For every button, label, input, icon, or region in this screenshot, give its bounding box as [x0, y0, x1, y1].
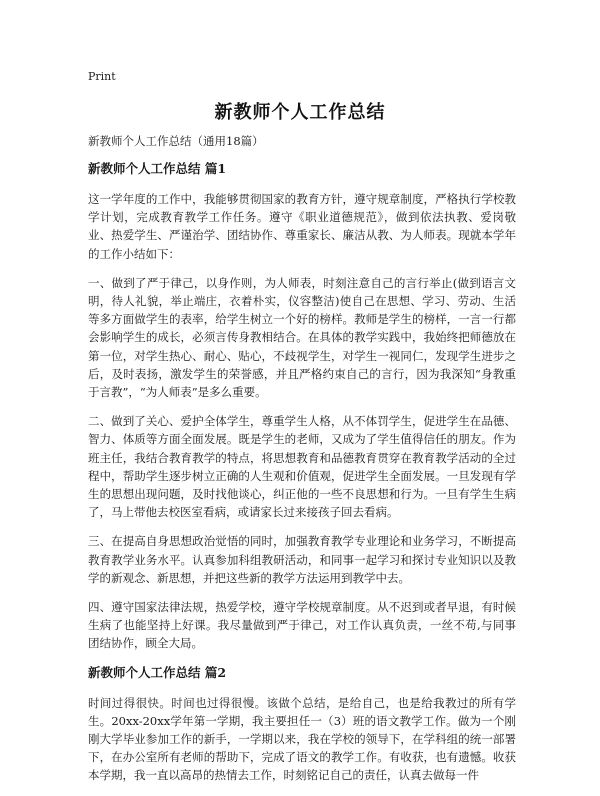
paragraph: 四、遵守国家法律法规，热爱学校，遵守学校规章制度。从不迟到或者早退，有时候生病了也能坚持上好课。我尽量做到严于律己，对工作认真负责，一丝不苟,与同事团结协作，顾全大局。: [88, 600, 516, 651]
paragraph: 时间过得很快。时间也过得很慢。该做个总结，是给自己，也是给我教过的所有学生。20xx-20xx学年第一学期，我主要担任一（3）班的语文教学工作。做为一个刚刚大学毕业参加工作的新手，一学期以来，我在学校的领导下，在学科组的统一部署下，在办公室所有老师的帮助下，完成了语文的教学工作。有收获，也有遗憾。收获本学期，我一直以高昂的热情去工作，时刻铭记自己的责任，认真去做每一件: [88, 695, 516, 783]
paragraph: 二、做到了关心、爱护全体学生，尊重学生人格，从不体罚学生，促进学生在品德、智力、体质等方面全面发展。既是学生的老师，又成为了学生值得信任的朋友。作为班主任，我结合教育教学的特点，将思想教育和品德教育贯穿在教育教学活动的全过程中，帮助学生逐步树立正确的人生观和价值观，促进学生全面发展。一旦发现有学生的思想出现问题，及时找他谈心，纠正他的一些不良思想和行为。一旦有学生生病了，马上带他去校医室看病，或请家长过来接孩子回去看病。: [88, 414, 516, 520]
document-subtitle: 新教师个人工作总结（通用18篇）: [88, 134, 264, 148]
paragraph: 一、做到了严于律己，以身作则，为人师表，时刻注意自己的言行举止(做到语言文明，待人礼貌，举止端庄，衣着朴实，仪容整洁)使自己在思想、学习、劳动、生活等多方面做学生的表率，给学生树立一个好的榜样。教师是学生的榜样，一言一行都会影响学生的成长，必须言传身教相结合。在具体的教学实践中，我始终把师德放在第一位，对学生热心、耐心、贴心，不歧视学生，对学生一视同仁，发现学生进步之后，及时表扬，激发学生的荣誉感，并且严格约束自己的言行，因为我深知“身教重于言教”，“为人师表”是多么重要。: [88, 275, 516, 400]
section-heading-1: 新教师个人工作总结 篇1: [88, 161, 227, 176]
paragraph: 这一学年度的工作中，我能够贯彻国家的教育方针，遵守规章制度，严格执行学校教学计划，完成教育教学工作任务。遵守《职业道德规范》，做到依法执教、爱岗敬业、热爱学生、严谨治学、团结协作、尊重家长、廉洁从教、为人师表。现就本学年的工作小结如下：: [88, 192, 516, 261]
document-title: 新教师个人工作总结: [214, 102, 386, 123]
document-body: [88, 132, 516, 796]
paragraph: 三、在提高自身思想政治觉悟的同时，加强教育教学专业理论和业务学习，不断提高教育教学业务水平。认真参加科组教研活动，和同事一起学习和探讨专业知识以及教学的新观念、新思想，并把这些新的教学方法运用到教学中去。: [88, 534, 516, 585]
print-label[interactable]: Print: [88, 70, 116, 83]
section-heading-2: 新教师个人工作总结 篇2: [88, 664, 227, 680]
